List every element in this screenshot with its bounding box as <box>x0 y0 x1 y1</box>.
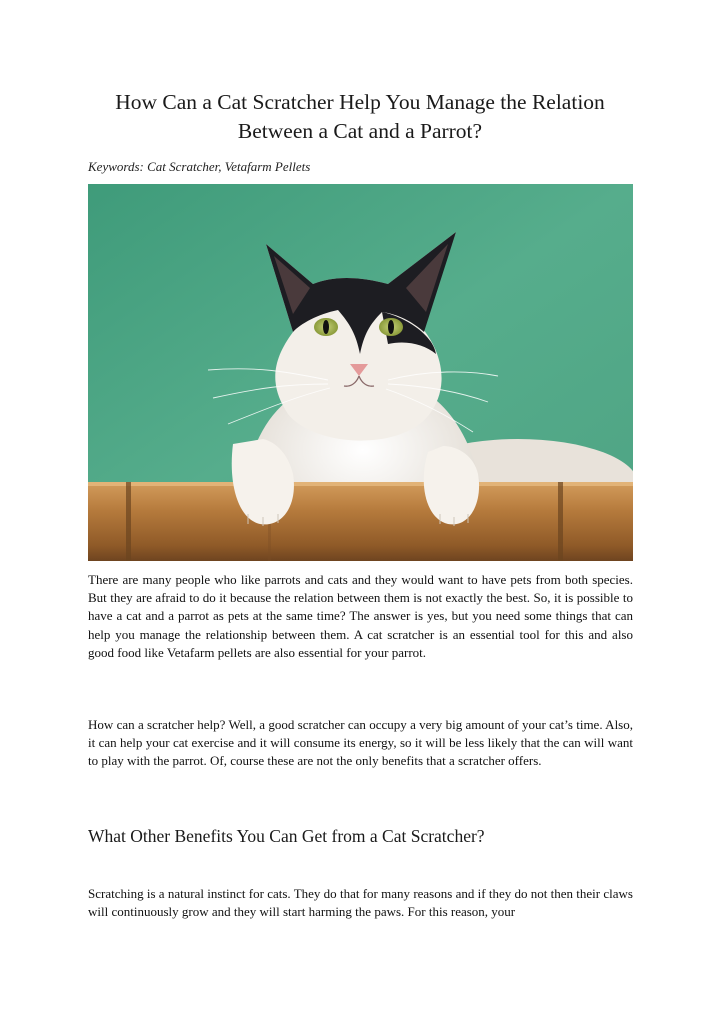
section-heading: What Other Benefits You Can Get from a Cat Scratcher? <box>88 826 485 846</box>
document-title: How Can a Cat Scratcher Help You Manage the Relation Between a Cat and a Parrot? <box>115 90 605 143</box>
paragraph-3: Scratching is a natural instinct for cats. They do that for many reasons and if they do not then their claws will continuously grow and they will start harming the paws. For this reason, your <box>88 886 633 920</box>
paragraph-1: There are many people who like parrots and cats and they would want to have pets from both species. But they are afraid to do it because the relation between them is not exactly the best. So, it is possible to have a cat and a parrot as pets at the same time? The answer is yes, but you need some things that can help you manage the relationship between them. A cat scratcher is an essential tool for this and also good food like Vetafarm pellets are also essential for your parrot. <box>88 572 633 660</box>
cat-photo <box>88 184 633 561</box>
paragraph-2: How can a scratcher help? Well, a good scratcher can occupy a very big amount of your cat’s time. Also, it can help your cat exercise and it will consume its energy, so it will be less likely that the can will want to play with the parrot. Of, course these are not the only benefits that a scratcher offers. <box>88 717 633 769</box>
keywords-line: Keywords: Cat Scratcher, Vetafarm Pellets <box>88 159 311 174</box>
